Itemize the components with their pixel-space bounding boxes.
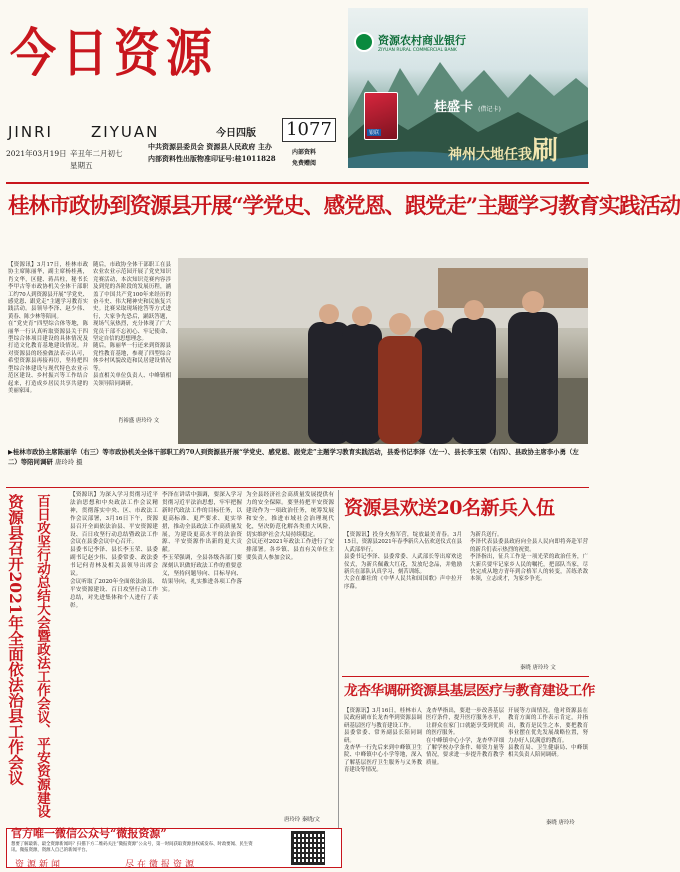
ad-slogan-big: 刷 — [532, 136, 559, 166]
masthead-divider — [6, 182, 589, 184]
edition-label: 今日四版 — [216, 128, 256, 139]
bank-name: 资源农村商业银行 — [378, 34, 466, 47]
column-rule — [338, 490, 339, 830]
sponsor-line: 中共资源县委员会 资源县人民政府 主办 — [148, 142, 272, 151]
qr-code-icon — [291, 831, 325, 865]
free-note: 免费赠阅 — [292, 160, 317, 167]
ad-slogan-text: 神州大地任我 — [448, 147, 532, 163]
article4-col3: 开展等方面情况。他对资源县在教育方面的工作表示肯定，并指出，教育是民生之本，要把教育事业摆在优先发展战略位置，努力办好人民满意的教育。 县教育局、卫生健康局、中峰镇相关负责人陪同调研。 — [508, 708, 588, 759]
lead-article-col1: 【资源讯】3月17日，桂林市政协主席陈丽华，副主席杨桂燕，肖文华，区健、蒋昌柱，秘书长李甲古等市政协机关全体干部职工约70人到资源县开展“学党史、感党恩、跟党走”主题学习教育实践活动。县领导李泽、赵少伟、黄春、陈少林等陪同。 在“党史育”四型综合体等地，陈丽华一行认真听取资源县关于四型综合体项目建设的具体情况及打造文化教育基地建设情况。并对资源县的经验做法表示认可，希望资源县再接再厉，坚持把四型综合体建设与现代特色农业示范区建设、乡村振兴等工作结合起来，打造成乡居民共享共建的美丽家园。 — [8, 262, 88, 394]
promo-footer-left: 资源新闻 — [15, 860, 64, 870]
article2-col3: 为全县经济社会高质量发展提供有力的安全保障。要坚持把平安资源建设作为一项政治任务，统筹发展和安全，推进市域社会治理现代化，坚决防范化解各类重大风险，切实维护社会大局持续稳定。 会议还对2021年政法工作进行了安排部署。各乡镇、县直有关单位主要负责人参加会议。 — [246, 492, 334, 562]
article4-byline: 秦晓 唐玲玲 — [546, 820, 575, 826]
lunar-date: 辛丑年二月初七 — [70, 149, 123, 158]
article4-title: 龙杏华调研资源县基层医疗与教育建设工作 — [344, 683, 595, 699]
promo-title: 官方唯一微信公众号“微报资源” — [11, 827, 167, 840]
ad-slogan — [448, 130, 558, 167]
bank-advertisement — [348, 8, 588, 168]
card-title: 桂盛卡 — [434, 100, 474, 115]
article2-vertical-title: 资源县召开2021年全面依法治县工作会议 — [6, 494, 25, 786]
photo-caption — [8, 448, 588, 467]
pinyin-right: ZIYUAN — [91, 123, 160, 141]
main-headline: 桂林市政协到资源县开展“学党史、感党恩、跟党走”主题学习教育实践活动 — [8, 194, 680, 219]
article2-col1: 【资源讯】为深入学习贯彻习近平法治思想和中央政法工作会议精神，贯彻落实中央、区、市政法工作会议部署，3月16日下午，资源县召开全面依法治县、平安资源建设、百日攻坚行动总结暨政法工作会议在县委会议中心召开。 县委书记李泽、县长李玉荣、县委副书记赵少伟、县委常委、政法委书记何青林及相关县领导出席会议。 会议听取了2020年全面依法治县、平安资源建设、百日攻坚行动工作总结，对先进集体和个人进行了表彰。 — [70, 492, 158, 609]
issue-number: 1077 — [286, 119, 332, 140]
issue-number-box — [282, 118, 336, 142]
article2-vertical-subtitle: 百日攻坚行动总结大会暨政法工作会议、平安资源建设 — [34, 494, 50, 818]
article4-col2: 龙杏华指出，要进一步改善基层医疗条件，提升医疗服务水平，让群众在家门口就能享受到优质的医疗服务。 在中峰镇中心小学，龙杏华详细了解学校办学条件、师资力量等情况，要求进一步提升教育教学质量。 — [426, 708, 504, 766]
photo-credit: 唐玲玲 摄 — [54, 457, 83, 466]
delegation-photo — [178, 258, 588, 444]
internal-note: 内部资料 — [292, 149, 317, 156]
section-divider-1 — [6, 487, 589, 488]
photo-caption-text: ▶桂林市政协主席陈丽华（右三）等市政协机关全体干部职工约70人到资源县开展“学党史、感党恩、跟党走”主题学习教育实践活动，县委书记李泽（左一）、县长李玉荣（右四）、县政协主席李小勇（左二）等陪同调研 — [8, 448, 579, 466]
promo-text: 想要了解最新、最全资源新闻吗？扫描下方二维码关注“微报资源”公众号，第一时间获取资源县权威发布、时政要闻、民生资讯。微报资源，资源人自己的新闻平台。 — [11, 842, 253, 853]
section-divider-2 — [342, 676, 589, 677]
newspaper-title: 今日资源 — [10, 22, 218, 84]
unionpay-label: 银联 — [369, 130, 380, 136]
article3-col1: 【资源讯】投身火热军营，绽放最美青春。3月15日，资源县2021年春季新兵入伍欢送仪式在县人武部举行。 县委书记李泽、县委常委、人武部长等出席欢送仪式，为新兵佩戴大红花，发放纪念品，并勉励新兵在部队认真学习、刻苦训练。 大会在雄壮的《中华人民共和国国歌》声中拉开序幕。 — [344, 532, 462, 590]
lead-photo — [178, 258, 588, 444]
article3-title: 资源县欢送20名新兵入伍 — [344, 497, 555, 519]
article2-byline: 唐玲玲 秦晓/文 — [284, 817, 320, 823]
debit-card-icon — [364, 92, 398, 140]
article2-col2: 李泽在讲话中强调，要深入学习贯彻习近平法治思想，牢牢把握新时代政法工作的目标任务，以更高标准、更严要求、更实举措，推动全县政法工作高质量发展，为建设更高水平的法治资源、平安资源作出新的更大贡献。 李玉荣强调，全县各级各部门要深刻认识做好政法工作的重要意义，坚持问题导向、目标导向、结果导向，扎实推进各项工作落实。 — [162, 492, 242, 593]
license-line: 内部资料性出版物准印证号:桂1011828 — [148, 154, 276, 163]
article3-col2: 为新兵送行。 李泽代表县委县政府向全县人民向即将奔赴军营的新兵们表示热烈的祝贺。 李泽指出，征兵工作是一项光荣的政治任务，广大新兵要牢记家乡人民的嘱托，把部队当家，尽快完成从地方青年到合格军人的转变，苦练杀敌本领，立志成才，为家乡争光。 — [470, 532, 588, 583]
date-line: 2021年03月19日 — [6, 149, 67, 158]
card-name — [434, 96, 501, 115]
card-subtitle: (借记卡) — [478, 106, 501, 113]
weekday: 星期五 — [70, 161, 93, 170]
bank-name-en: ZIYUAN RURAL COMMERCIAL BANK — [378, 48, 457, 53]
lead-article-col2: 随后，市政协全体干部职工在县农业农业示范园开展了党史知识竞赛活动，本次知识竞赛内容涉及到党的各阶段的发展历程，涵盖了中国共产党100年来经历的奋斗史、伟大精神史和民族复兴史。比赛采取现场抢答等方式进行，大家争先恐后，踊跃答题，现场气氛热烈，充分体现了广大党员干部不忘初心、牢记使命、坚定自信的思想理念。 随后，陈丽华一行还来到资源县党性教育基地，参观了四型综合体乡村风貌改造和民居建设情况等。 县直相关单位负责人、中峰镇相关领导陪同调研。 — [93, 262, 171, 387]
article4-col1: 【资源讯】3月16日，桂林市人民政府副市长龙杏华到资源县调研基层医疗与教育建设工作。 县委常委、常务副县长陪同调研。 龙杏华一行先后来到中峰镇卫生院、中峰镇中心小学等地，深入了解基层医疗卫生服务与义务教育建设等情况。 — [344, 708, 422, 774]
article3-byline: 秦晓 唐玲玲 文 — [520, 665, 556, 671]
pinyin-left: JINRI — [8, 123, 53, 141]
promo-footer-right: 尽在微报资源 — [125, 860, 198, 870]
lead-article-byline: 肖裕盛 唐玲玲 文 — [118, 418, 160, 424]
bank-logo-icon — [354, 32, 374, 52]
wechat-promo-box — [6, 828, 342, 868]
